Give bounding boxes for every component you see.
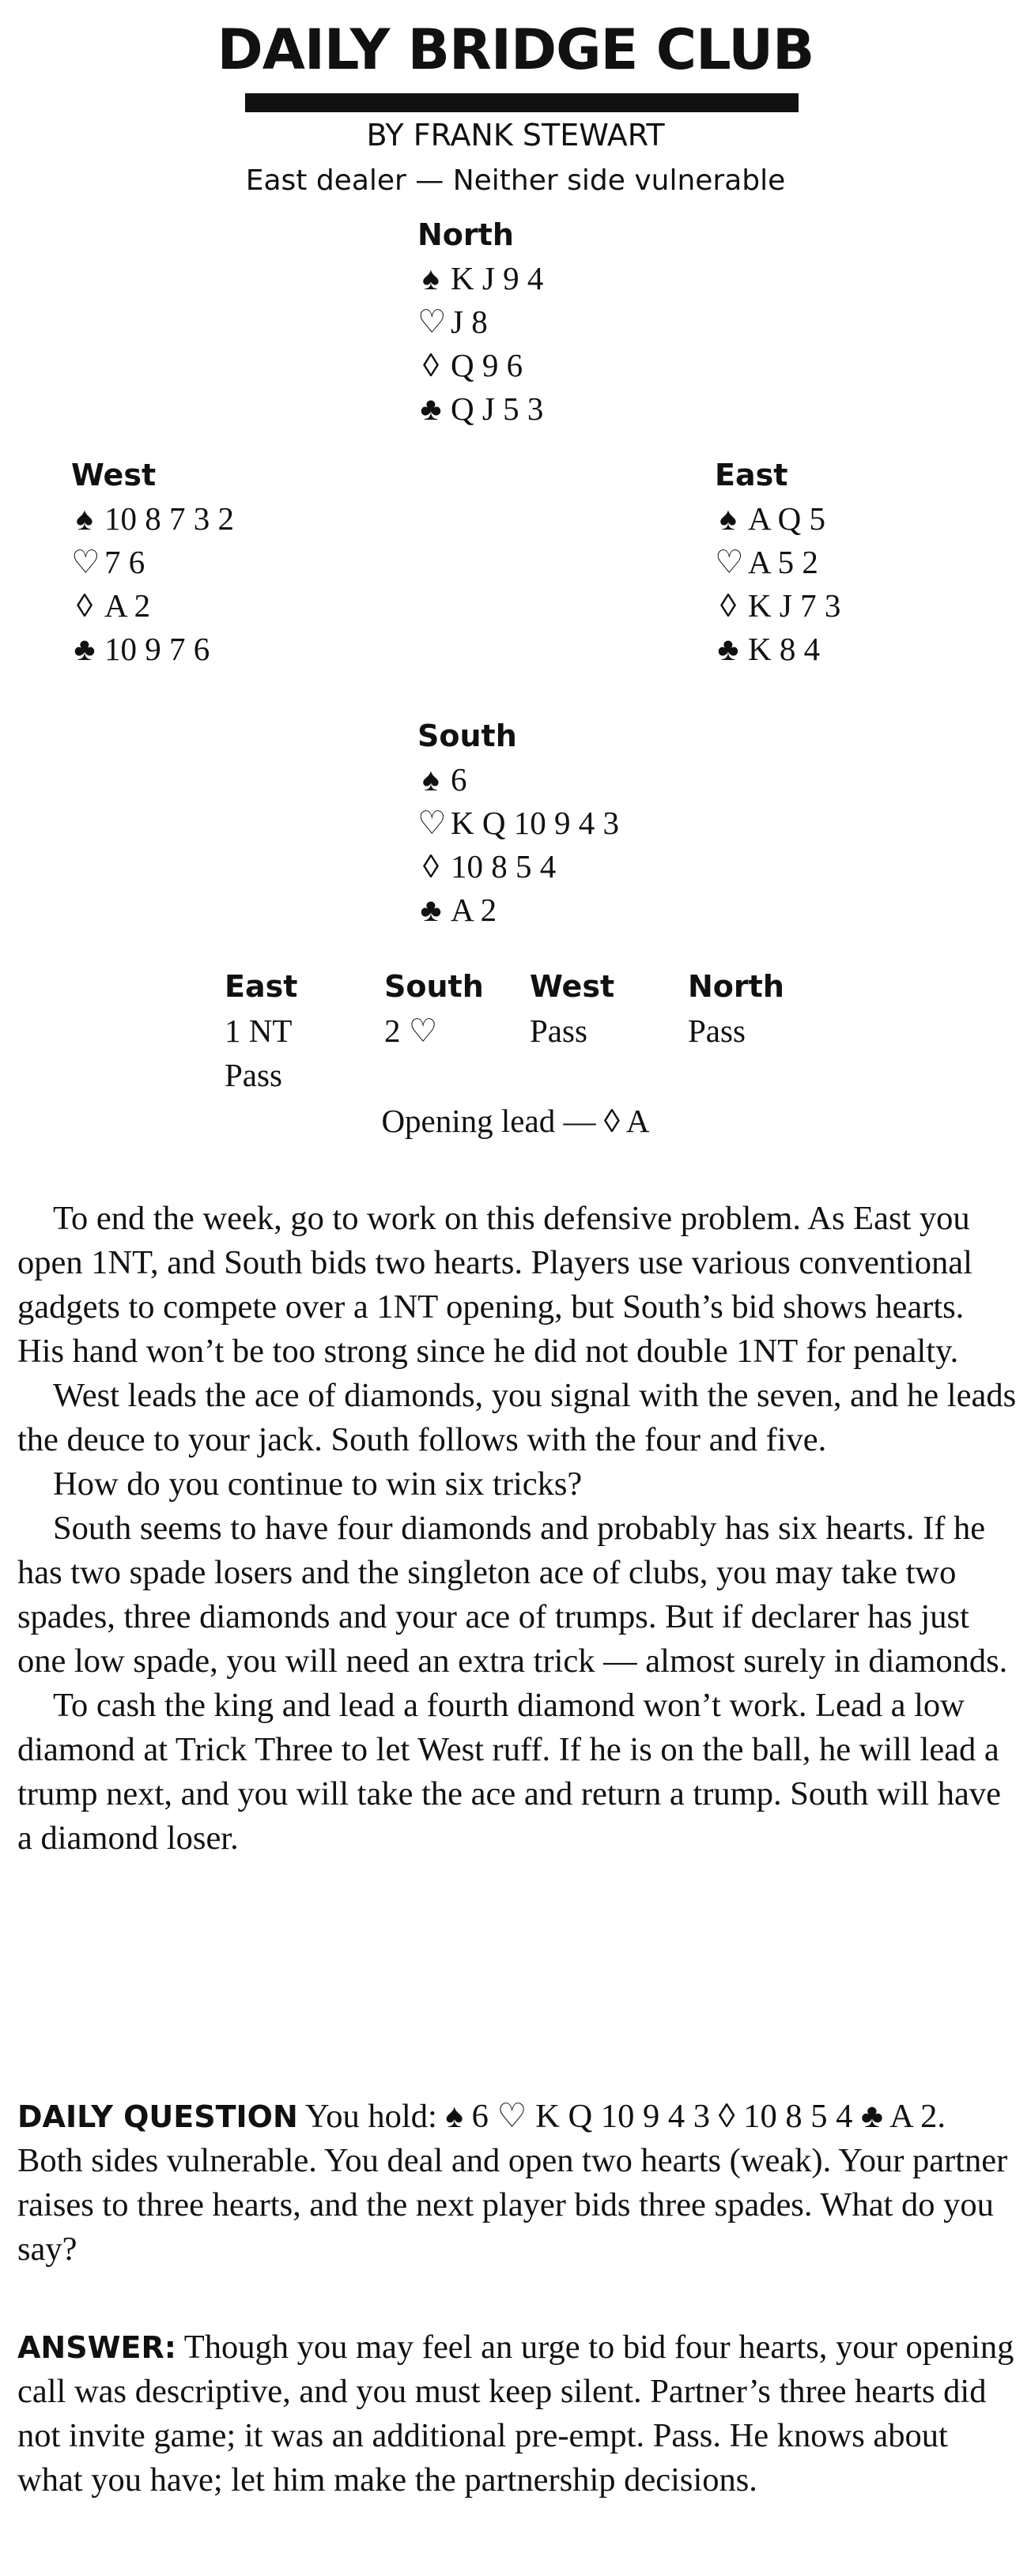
daily-question	[17, 2095, 1018, 2272]
article-paragraph: South seems to have four diamonds and probably has six hearts. If he has two spade losers and the singleton ace of clubs, you may take two spades, three diamonds and your ace of trumps. But if declarer has just one low spade, you will need an extra trick — almost surely in diamonds.	[17, 1510, 1008, 1680]
diamond-icon: ◊	[76, 587, 93, 624]
suit-row-hearts	[715, 541, 840, 584]
bid: Pass	[225, 1057, 282, 1093]
cards: Q J 5 3	[451, 390, 544, 427]
suit-row-clubs	[71, 628, 234, 671]
bidding-column-south	[384, 964, 484, 1053]
suit-row-spades	[417, 257, 543, 300]
article-paragraph: How do you continue to win six tricks?	[53, 1465, 583, 1503]
suit-row-spades	[71, 497, 234, 541]
article-paragraph: To end the week, go to work on this defensive problem. As East you open 1NT, and South bids two hearts. Players use various conventional gadgets to compete over a 1NT opening, but South’s bid shows hearts. His hand won’t be too strong since he did not double 1NT for penalty.	[17, 1200, 972, 1370]
deal-info: East dealer — Neither side vulnerable	[245, 164, 786, 197]
bidding-header: North	[688, 969, 784, 1004]
cards: K 8 4	[748, 631, 821, 667]
cards: 6	[451, 761, 467, 798]
bidding-column-north	[688, 964, 784, 1053]
bid: Pass	[530, 1013, 587, 1049]
cards: 10 9 7 6	[104, 631, 210, 667]
byline: BY FRANK STEWART	[366, 118, 665, 153]
opening-lead: Opening lead — ◊ A	[381, 1103, 650, 1139]
cards: K J 7 3	[748, 587, 841, 624]
answer-label: ANSWER:	[17, 2330, 176, 2365]
cards: A 2	[104, 587, 151, 624]
bid: 2 ♡	[384, 1013, 438, 1049]
daily-question-label: DAILY QUESTION	[17, 2099, 298, 2134]
club-icon: ♣	[420, 390, 442, 427]
column-title: DAILY BRIDGE CLUB	[217, 17, 814, 82]
cards: K Q 10 9 4 3	[451, 805, 619, 841]
suit-row-hearts	[417, 801, 619, 845]
club-icon: ♣	[717, 631, 739, 667]
heart-icon: ♡	[715, 544, 744, 580]
suit-row-hearts	[71, 541, 234, 584]
cards: A 2	[451, 892, 497, 928]
seat-label: West	[71, 458, 157, 492]
heart-icon: ♡	[417, 805, 447, 841]
bidding-column-west	[530, 964, 614, 1053]
suit-row-diamonds	[417, 845, 619, 888]
cards: 10 8 7 3 2	[104, 500, 234, 537]
suit-row-clubs	[417, 387, 543, 431]
cards: A 5 2	[748, 544, 818, 580]
heart-icon: ♡	[71, 544, 100, 580]
spade-icon: ♠	[76, 500, 93, 537]
spade-icon: ♠	[719, 500, 737, 537]
bidding-header: East	[225, 969, 298, 1004]
diamond-icon: ◊	[719, 587, 737, 624]
club-icon: ♣	[420, 892, 442, 928]
hand-west	[71, 454, 234, 671]
cards: K J 9 4	[451, 260, 544, 296]
suit-row-diamonds	[715, 584, 840, 628]
bid: Pass	[688, 1013, 746, 1049]
suit-row-diamonds	[71, 584, 234, 628]
diamond-icon: ◊	[422, 347, 440, 383]
suit-row-clubs	[417, 888, 619, 932]
cards: J 8	[451, 304, 488, 340]
spade-icon: ♠	[422, 260, 440, 296]
suit-row-hearts	[417, 300, 543, 344]
suit-row-diamonds	[417, 344, 543, 387]
hand-south	[417, 715, 619, 932]
heart-icon: ♡	[417, 304, 447, 340]
suit-row-spades	[417, 758, 619, 801]
bid: 1 NT	[225, 1013, 293, 1049]
article-body	[17, 1197, 1018, 1861]
seat-label: South	[417, 718, 517, 753]
cards: Q 9 6	[451, 347, 523, 383]
title-rule	[245, 93, 799, 112]
seat-label: North	[417, 217, 514, 252]
spade-icon: ♠	[422, 761, 440, 798]
hand-east	[715, 454, 840, 671]
bidding-header: West	[530, 969, 615, 1004]
daily-question-text: You hold: ♠ 6 ♡ K Q 10 9 4 3 ◊ 10 8 5 4 ♣ A 2. Both sides vulnerable. You deal and open two hearts (weak). Your partner raises to three hearts, and the next player bids three spades. What do you say?	[17, 2098, 1008, 2268]
cards: 7 6	[104, 544, 145, 580]
cards: 10 8 5 4	[451, 848, 557, 884]
answer	[17, 2325, 1018, 2502]
diamond-icon: ◊	[422, 848, 440, 884]
hand-north	[417, 213, 543, 431]
bidding-column-east	[225, 964, 297, 1097]
bidding-header: South	[384, 969, 484, 1004]
suit-row-spades	[715, 497, 840, 541]
suit-row-clubs	[715, 628, 840, 671]
cards: A Q 5	[748, 500, 825, 537]
article-paragraph: West leads the ace of diamonds, you signal with the seven, and he leads the deuce to your jack. South follows with the four and five.	[17, 1377, 1017, 1458]
club-icon: ♣	[74, 631, 96, 667]
answer-text: Though you may feel an urge to bid four hearts, your opening call was descriptive, and you must keep silent. Partner’s three hearts did not invite game; it was an additional pre-empt. Pass. He knows about what you have; let him make the partnership decisions.	[17, 2329, 1014, 2499]
seat-label: East	[715, 458, 788, 492]
article-paragraph: To cash the king and lead a fourth diamond won’t work. Lead a low diamond at Trick Three to let West ruff. If he is on the ball, he will lead a trump next, and you will take the ace and return a trump. South will have a diamond loser.	[17, 1687, 1001, 1857]
